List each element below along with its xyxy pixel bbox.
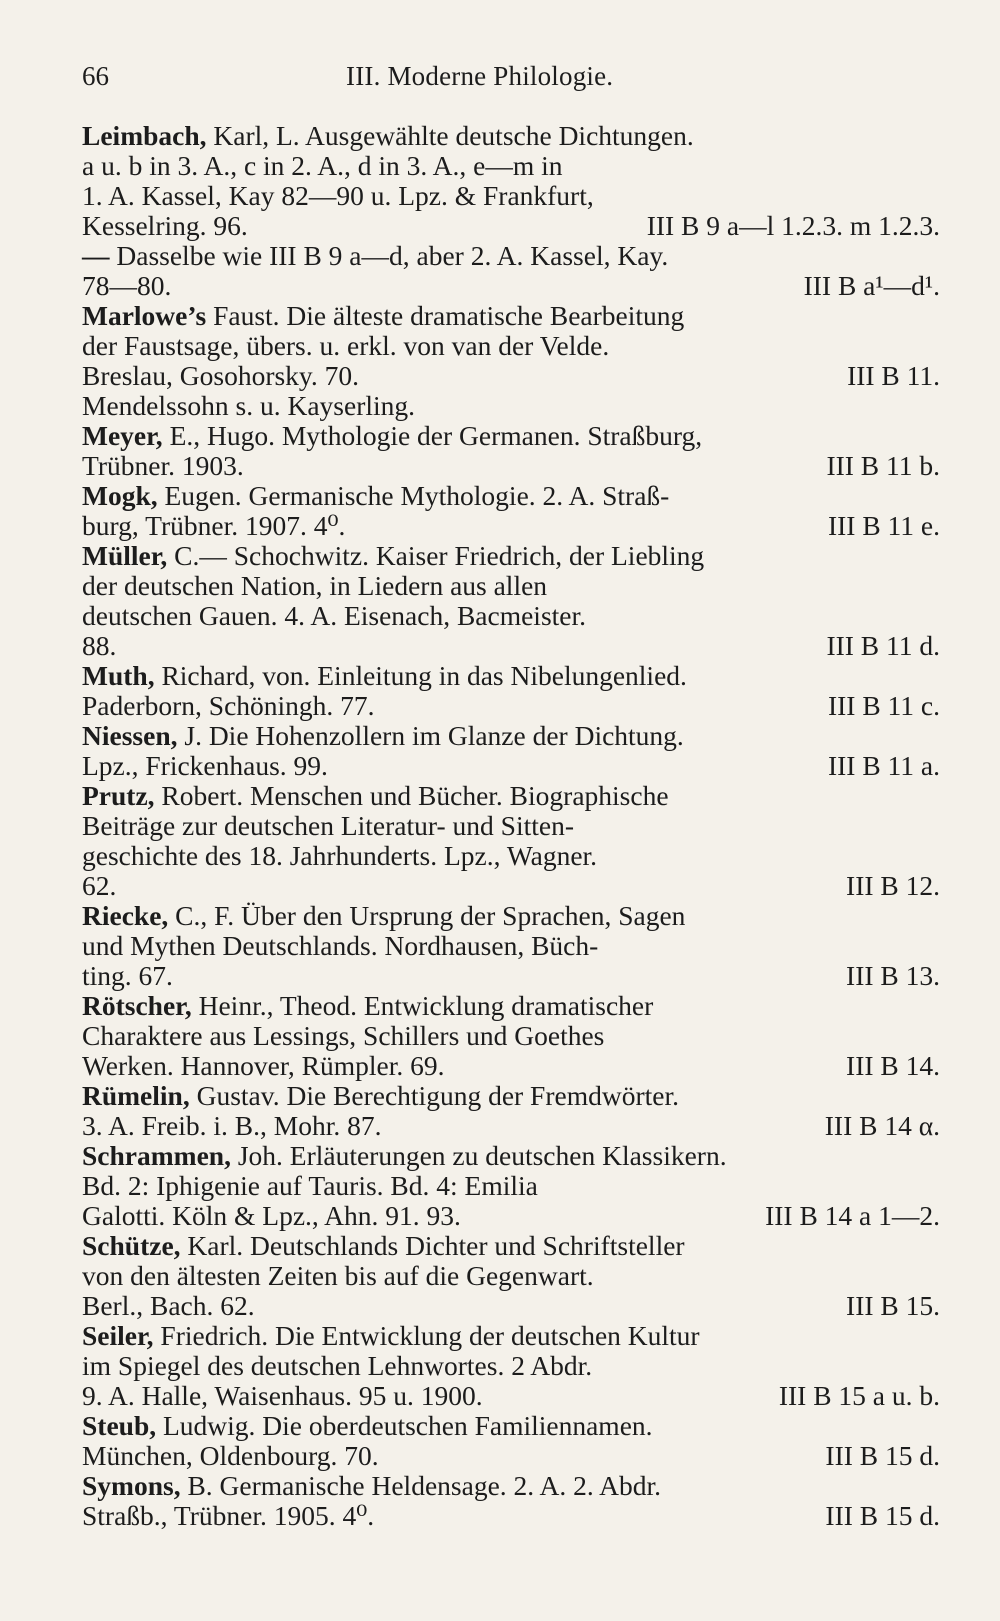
shelf-signature: III B 14 a 1—2. bbox=[765, 1200, 940, 1231]
entry-author: Meyer, bbox=[82, 420, 163, 451]
entry-text: der deutschen Nation, in Liedern aus allen bbox=[82, 570, 548, 601]
entry-line bbox=[82, 840, 940, 871]
entry-line bbox=[82, 600, 940, 631]
bibliography-entry bbox=[82, 781, 940, 901]
shelf-signature: III B 11 c. bbox=[827, 690, 940, 721]
entry-text: geschichte des 18. Jahrhunderts. Lpz., Wagner. bbox=[82, 840, 598, 871]
bibliography-entry bbox=[82, 121, 940, 241]
entry-line bbox=[82, 270, 940, 301]
entry-author: Steub, bbox=[82, 1410, 157, 1441]
entry-author: Riecke, bbox=[82, 900, 169, 931]
entry-line bbox=[82, 450, 940, 481]
entry-author: Mogk, bbox=[82, 480, 158, 511]
entry-first-line bbox=[82, 1231, 940, 1261]
entry-text: ting. 67. bbox=[82, 960, 173, 991]
entry-line bbox=[82, 330, 940, 361]
entry-text: der Faustsage, übers. u. erkl. von van der Velde. bbox=[82, 330, 610, 361]
entry-text: 9. A. Halle, Waisenhaus. 95 u. 1900. bbox=[82, 1380, 483, 1411]
entry-text: Karl. Deutschlands Dichter und Schriftsteller bbox=[187, 1230, 685, 1261]
entry-first-line bbox=[82, 421, 940, 451]
entry-text: C.— Schochwitz. Kaiser Friedrich, der Liebling bbox=[174, 540, 705, 571]
shelf-signature: III B 14. bbox=[846, 1050, 940, 1081]
entry-first-line bbox=[82, 1471, 940, 1501]
entry-text: 88. bbox=[82, 630, 117, 661]
entry-author: Rötscher, bbox=[82, 990, 192, 1021]
entry-text: Beiträge zur deutschen Literatur- und Sitten- bbox=[82, 810, 574, 841]
shelf-signature: III B 11 b. bbox=[826, 450, 940, 481]
entry-text: a u. b in 3. A., c in 2. A., d in 3. A., e—m in bbox=[82, 150, 563, 181]
bibliography-entry bbox=[82, 1411, 940, 1471]
bibliography-entry bbox=[82, 241, 940, 301]
entry-line bbox=[82, 510, 940, 541]
entry-first-line bbox=[82, 991, 940, 1021]
entry-text: Faust. Die älteste dramatische Bearbeitung bbox=[213, 300, 685, 331]
entry-first-line bbox=[82, 121, 940, 151]
entry-line bbox=[82, 1170, 940, 1201]
entry-line bbox=[82, 1260, 940, 1291]
entry-text: Ludwig. Die oberdeutschen Familiennamen. bbox=[163, 1410, 653, 1441]
entry-line bbox=[82, 810, 940, 841]
entry-text: Lpz., Frickenhaus. 99. bbox=[82, 750, 328, 781]
entry-first-line bbox=[82, 1141, 940, 1171]
entry-line bbox=[82, 180, 940, 211]
entry-text: Friedrich. Die Entwicklung der deutschen Kultur bbox=[160, 1320, 700, 1351]
entry-text: Berl., Bach. 62. bbox=[82, 1290, 255, 1321]
bibliography-entry bbox=[82, 1321, 940, 1411]
entry-text: Charaktere aus Lessings, Schillers und Goethes bbox=[82, 1020, 605, 1051]
entry-line bbox=[82, 360, 940, 391]
entry-line bbox=[82, 1440, 940, 1471]
entry-text: E., Hugo. Mythologie der Germanen. Straßburg, bbox=[169, 420, 703, 451]
entry-text: Bd. 2: Iphigenie auf Tauris. Bd. 4: Emilia bbox=[82, 1170, 538, 1201]
shelf-signature: III B 13. bbox=[846, 960, 940, 991]
entry-line bbox=[82, 690, 940, 721]
entry-line bbox=[82, 1020, 940, 1051]
entry-text: B. Germanische Heldensage. 2. A. 2. Abdr. bbox=[187, 1470, 661, 1501]
entry-text: Trübner. 1903. bbox=[82, 450, 244, 481]
entry-text: 78—80. bbox=[82, 270, 172, 301]
entry-text: Straßb., Trübner. 1905. 4⁰. bbox=[82, 1500, 375, 1531]
entry-line bbox=[82, 570, 940, 601]
bibliography-list bbox=[82, 121, 940, 1531]
entry-text: Eugen. Germanische Mythologie. 2. A. Straß- bbox=[164, 480, 670, 511]
entry-text: im Spiegel des deutschen Lehnwortes. 2 Abdr. bbox=[82, 1350, 593, 1381]
bibliography-entry bbox=[82, 721, 940, 781]
entry-author: Symons, bbox=[82, 1470, 181, 1501]
entry-line bbox=[82, 750, 940, 781]
shelf-signature: III B 12. bbox=[846, 870, 940, 901]
bibliography-entry bbox=[82, 1141, 940, 1231]
entry-text: Richard, von. Einleitung in das Nibelungenlied. bbox=[161, 660, 687, 691]
entry-text: Robert. Menschen und Bücher. Biographische bbox=[161, 780, 669, 811]
bibliography-entry bbox=[82, 1081, 940, 1141]
entry-text: Joh. Erläuterungen zu deutschen Klassikern. bbox=[237, 1140, 727, 1171]
entry-line bbox=[82, 930, 940, 961]
entry-line bbox=[82, 150, 940, 181]
entry-text: Galotti. Köln & Lpz., Ahn. 91. 93. bbox=[82, 1200, 461, 1231]
entry-text: burg, Trübner. 1907. 4⁰. bbox=[82, 510, 346, 541]
entry-text: C., F. Über den Ursprung der Sprachen, Sagen bbox=[175, 900, 686, 931]
entry-line bbox=[82, 1500, 940, 1531]
entry-text: und Mythen Deutschlands. Nordhausen, Büch- bbox=[82, 930, 599, 961]
entry-author: Marlowe’s bbox=[82, 300, 207, 331]
shelf-signature: III B 14 α. bbox=[824, 1110, 940, 1141]
bibliography-entry bbox=[82, 991, 940, 1081]
bibliography-entry bbox=[82, 541, 940, 661]
entry-text: Paderborn, Schöningh. 77. bbox=[82, 690, 375, 721]
entry-author: Schütze, bbox=[82, 1230, 181, 1261]
entry-first-line bbox=[82, 301, 940, 331]
entry-text: 3. A. Freib. i. B., Mohr. 87. bbox=[82, 1110, 382, 1141]
bibliography-entry bbox=[82, 901, 940, 991]
entry-first-line bbox=[82, 1321, 940, 1351]
entry-line bbox=[82, 630, 940, 661]
entry-first-line bbox=[82, 1411, 940, 1441]
entry-first-line bbox=[82, 541, 940, 571]
entry-author: Müller, bbox=[82, 540, 168, 571]
entry-line bbox=[82, 870, 940, 901]
entry-author: Niessen, bbox=[82, 720, 178, 751]
entry-line bbox=[82, 1350, 940, 1381]
entry-line bbox=[82, 960, 940, 991]
entry-first-line bbox=[82, 481, 940, 511]
page-header bbox=[82, 56, 942, 96]
bibliography-entry bbox=[82, 481, 940, 541]
entry-text: Werken. Hannover, Rümpler. 69. bbox=[82, 1050, 445, 1081]
entry-text: J. Die Hohenzollern im Glanze der Dichtung. bbox=[184, 720, 684, 751]
shelf-signature: III B 11 e. bbox=[827, 510, 940, 541]
entry-text: Gustav. Die Berechtigung der Fremdwörter. bbox=[196, 1080, 679, 1111]
entry-author: Leimbach, bbox=[82, 120, 207, 151]
entry-first-line bbox=[82, 781, 940, 811]
shelf-signature: III B 15. bbox=[846, 1290, 940, 1321]
entry-line bbox=[82, 1050, 940, 1081]
shelf-signature: III B 15 d. bbox=[825, 1440, 940, 1471]
bibliography-entry bbox=[82, 301, 940, 391]
entry-text: deutschen Gauen. 4. A. Eisenach, Bacmeister. bbox=[82, 600, 587, 631]
running-title: III. Moderne Philologie. bbox=[346, 61, 614, 91]
entry-text: Karl, L. Ausgewählte deutsche Dichtungen. bbox=[213, 120, 694, 151]
bibliography-entry bbox=[82, 421, 940, 481]
entry-text: 62. bbox=[82, 870, 117, 901]
entry-line bbox=[82, 1290, 940, 1321]
entry-author: — bbox=[82, 240, 110, 271]
shelf-signature: III B 15 a u. b. bbox=[778, 1380, 940, 1411]
entry-text: 1. A. Kassel, Kay 82—90 u. Lpz. & Frankfurt, bbox=[82, 180, 594, 211]
entry-text: Heinr., Theod. Entwicklung dramatischer bbox=[198, 990, 654, 1021]
bibliography-entry bbox=[82, 1231, 940, 1321]
shelf-signature: III B 11. bbox=[847, 360, 940, 391]
entry-first-line bbox=[82, 391, 940, 421]
page-number: 66 bbox=[82, 61, 109, 91]
entry-text: München, Oldenbourg. 70. bbox=[82, 1440, 379, 1471]
entry-author: Seiler, bbox=[82, 1320, 154, 1351]
entry-line bbox=[82, 1110, 940, 1141]
entry-author: Prutz, bbox=[82, 780, 155, 811]
shelf-signature: III B 9 a—l 1.2.3. m 1.2.3. bbox=[646, 210, 940, 241]
entry-text: Mendelssohn s. u. Kayserling. bbox=[82, 390, 416, 421]
entry-author: Muth, bbox=[82, 660, 155, 691]
entry-author: Rümelin, bbox=[82, 1080, 190, 1111]
shelf-signature: III B 15 d. bbox=[825, 1500, 940, 1531]
entry-text: Breslau, Gosohorsky. 70. bbox=[82, 360, 360, 391]
bibliography-entry bbox=[82, 661, 940, 721]
shelf-signature: III B 11 d. bbox=[826, 630, 940, 661]
entry-line bbox=[82, 210, 940, 241]
bibliography-entry bbox=[82, 1471, 940, 1531]
entry-text: von den ältesten Zeiten bis auf die Gegenwart. bbox=[82, 1260, 594, 1291]
entry-first-line bbox=[82, 901, 940, 931]
entry-author: Schrammen, bbox=[82, 1140, 231, 1171]
entry-first-line bbox=[82, 241, 940, 271]
entry-first-line bbox=[82, 661, 940, 691]
entry-line bbox=[82, 1200, 940, 1231]
shelf-signature: III B a¹—d¹. bbox=[803, 270, 940, 301]
entry-line bbox=[82, 1380, 940, 1411]
entry-first-line bbox=[82, 1081, 940, 1111]
shelf-signature: III B 11 a. bbox=[827, 750, 940, 781]
bibliography-entry bbox=[82, 391, 940, 421]
entry-text: Kesselring. 96. bbox=[82, 210, 248, 241]
entry-first-line bbox=[82, 721, 940, 751]
entry-text: Dasselbe wie III B 9 a—d, aber 2. A. Kassel, Kay. bbox=[116, 240, 669, 271]
